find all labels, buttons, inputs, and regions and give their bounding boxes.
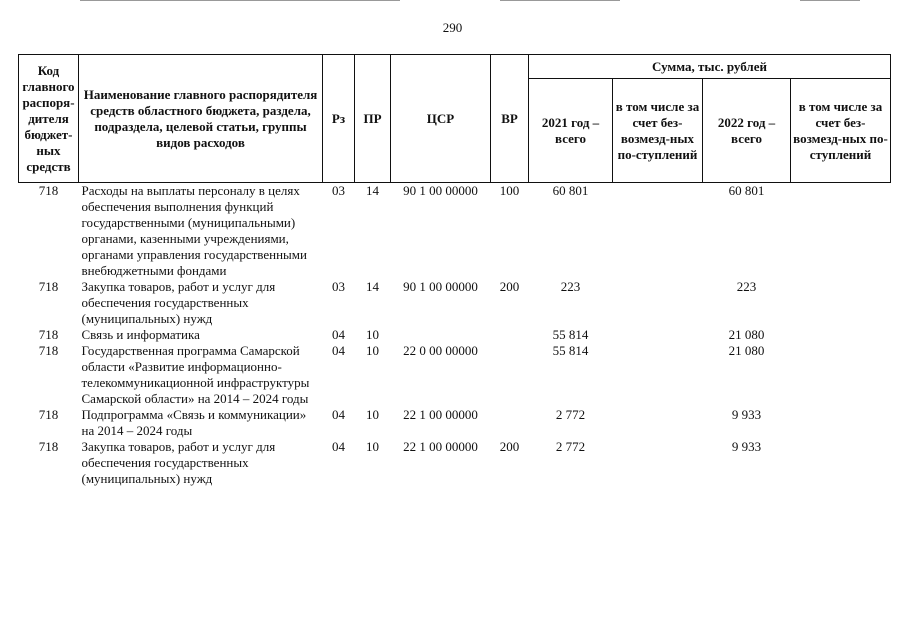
cell-2022-total: 223: [736, 279, 757, 294]
cell-2021-gratuitous: [613, 407, 703, 439]
cell-pr: 14: [366, 279, 379, 294]
cell-name: Расходы на выплаты персоналу в целях обеспечения выполнения функций государственными (муниципальными) органами, казенными учреждениями, органами управления государственными внебюджетными фондами: [81, 183, 307, 278]
cell-name: Подпрограмма «Связь и коммуникации» на 2014 – 2024 годы: [81, 407, 307, 438]
cell-rz: 04: [332, 327, 345, 342]
header-rz: Рз: [323, 55, 355, 183]
cell-2022-total: 60 801: [728, 183, 765, 198]
budget-table: [18, 54, 891, 487]
table-row: [19, 183, 891, 280]
cell-2021-gratuitous: [613, 439, 703, 487]
top-rule: [500, 0, 620, 1]
cell-2021-total: 55 814: [552, 327, 589, 342]
header-2021-gratuitous: в том числе за счет без-возмезд-ных по-ступлений: [613, 79, 703, 183]
cell-vr: [491, 327, 529, 343]
header-csr: ЦСР: [391, 55, 491, 183]
cell-2022-gratuitous: [791, 279, 891, 327]
cell-2021-total: 55 814: [552, 343, 589, 358]
cell-name: Закупка товаров, работ и услуг для обеспечения государственных (муниципальных) нужд: [81, 439, 276, 486]
cell-csr: 22 0 00 00000: [403, 343, 478, 358]
top-rule: [800, 0, 860, 1]
cell-2021-gratuitous: [613, 183, 703, 280]
cell-name: Закупка товаров, работ и услуг для обеспечения государственных (муниципальных) нужд: [81, 279, 276, 326]
cell-code: 718: [38, 327, 59, 342]
cell-rz: 04: [332, 407, 345, 422]
cell-code: 718: [38, 439, 59, 454]
page-number: 290: [442, 20, 463, 35]
header-2022-gratuitous: в том числе за счет без-возмезд-ных по-ступлений: [791, 79, 891, 183]
header-name: Наименование главного распорядителя средств областного бюджета, раздела, подраздела, целевой статьи, группы видов расходов: [79, 55, 323, 183]
cell-rz: 04: [332, 439, 345, 454]
cell-pr: 10: [366, 343, 379, 358]
table-row: [19, 343, 891, 407]
table-row: [19, 327, 891, 343]
cell-vr: 200: [499, 439, 520, 454]
cell-pr: 14: [366, 183, 379, 198]
header-pr: ПР: [355, 55, 391, 183]
cell-code: 718: [38, 343, 59, 358]
cell-code: 718: [38, 407, 59, 422]
cell-2021-gratuitous: [613, 279, 703, 327]
table-row: [19, 439, 891, 487]
cell-vr: 200: [499, 279, 520, 294]
cell-name: Государственная программа Самарской области «Развитие информационно-телекоммуникационной инфраструктуры Самарской области» на 2014 – 2024 годы: [81, 343, 310, 406]
cell-2021-total: 60 801: [552, 183, 589, 198]
header-2022-total: 2022 год – всего: [703, 79, 791, 183]
cell-pr: 10: [366, 439, 379, 454]
cell-2021-total: 223: [560, 279, 581, 294]
cell-2022-gratuitous: [791, 439, 891, 487]
cell-csr: 22 1 00 00000: [403, 407, 478, 422]
cell-2022-gratuitous: [791, 183, 891, 280]
cell-2021-total: 2 772: [555, 439, 586, 454]
cell-2021-total: 2 772: [555, 407, 586, 422]
header-sum: Сумма, тыс. рублей: [529, 55, 891, 79]
cell-2022-total: 21 080: [728, 343, 765, 358]
cell-rz: 04: [332, 343, 345, 358]
cell-2021-gratuitous: [613, 327, 703, 343]
table-row: [19, 407, 891, 439]
cell-2022-gratuitous: [791, 407, 891, 439]
cell-2022-gratuitous: [791, 327, 891, 343]
cell-2021-gratuitous: [613, 343, 703, 407]
cell-code: 718: [38, 279, 59, 294]
cell-2022-total: 9 933: [731, 407, 762, 422]
cell-pr: 10: [366, 327, 379, 342]
cell-csr: 90 1 00 00000: [403, 279, 478, 294]
cell-vr: [491, 407, 529, 439]
cell-vr: [491, 343, 529, 407]
cell-rz: 03: [332, 183, 345, 198]
top-rule: [80, 0, 400, 1]
cell-rz: 03: [332, 279, 345, 294]
cell-code: 718: [38, 183, 59, 198]
cell-vr: 100: [499, 183, 520, 198]
cell-2022-total: 21 080: [728, 327, 765, 342]
cell-pr: 10: [366, 407, 379, 422]
cell-2022-total: 9 933: [731, 439, 762, 454]
header-2021-total: 2021 год – всего: [529, 79, 613, 183]
cell-csr: [391, 327, 491, 343]
header-code: Код главного распоря-дителя бюджет-ных средств: [19, 55, 79, 183]
header-vr: ВР: [491, 55, 529, 183]
cell-name: Связь и информатика: [81, 327, 200, 342]
cell-csr: 22 1 00 00000: [403, 439, 478, 454]
cell-2022-gratuitous: [791, 343, 891, 407]
table-row: [19, 279, 891, 327]
cell-csr: 90 1 00 00000: [403, 183, 478, 198]
